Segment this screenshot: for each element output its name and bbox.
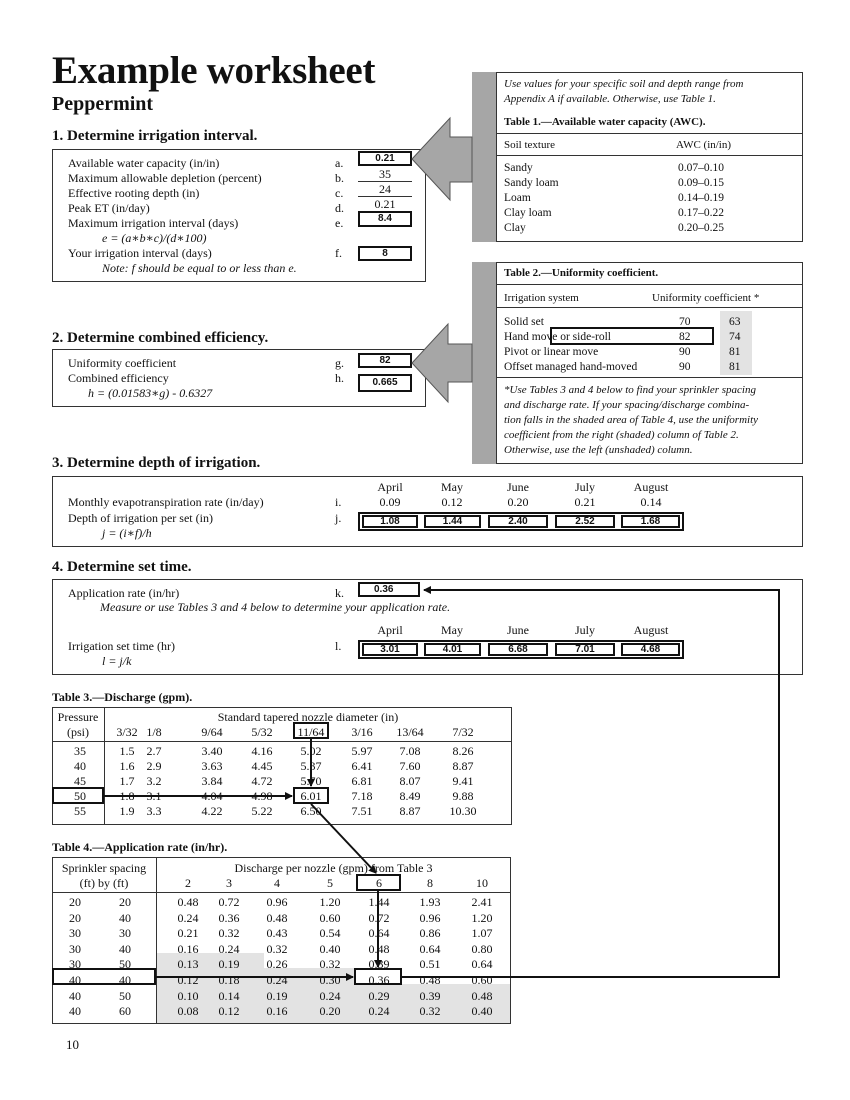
- combined-efficiency-label: Combined efficiency: [68, 371, 169, 385]
- table4-rate-cell: 0.32: [419, 1004, 441, 1019]
- table2-title: Table 2.—Uniformity coefficient.: [504, 267, 659, 279]
- month-july: July: [574, 623, 595, 637]
- table3-discharge-cell: 3.84: [201, 774, 223, 788]
- table4-rate-cell: 0.32: [319, 957, 341, 972]
- table3-pressure-header: Pressure: [57, 710, 99, 724]
- table2-uc-left: 82: [679, 331, 691, 343]
- table2-uc-right: 74: [729, 331, 741, 343]
- value-h: 0.665: [358, 374, 412, 392]
- table1-awc: 0.07–0.10: [678, 162, 724, 174]
- depth-label: Depth of irrigation per set (in): [68, 511, 213, 525]
- table4-col-header: 6: [376, 876, 382, 890]
- table4-rate-cell: 0.18: [218, 973, 240, 987]
- table3-discharge-cell: 4.04: [201, 789, 223, 803]
- table3-discharge-cell: 9.41: [452, 774, 474, 788]
- table2-footnote: tion falls in the shaded area of Table 4, use the uniformity: [504, 414, 759, 426]
- table4-rate-cell: 0.32: [218, 926, 240, 941]
- table2-system: Solid set: [504, 316, 544, 328]
- month-may: May: [441, 623, 463, 637]
- value-a: 0.21: [358, 151, 412, 166]
- table4-rate-cell: 0.20: [319, 1004, 341, 1019]
- table4-col-header: 10: [476, 876, 488, 890]
- table3-discharge-cell: 10.30: [449, 804, 477, 818]
- set-time-value: 3.01: [362, 643, 418, 656]
- table1-col-awc: AWC (in/in): [676, 139, 732, 151]
- formula-j: j = (i∗f)/h: [102, 526, 152, 540]
- table3-discharge-cell: 5.37: [300, 759, 322, 773]
- table3-discharge-cell: 1.7: [119, 774, 135, 788]
- table3-discharge-cell: 6.50: [300, 804, 322, 818]
- table4-rate-cell: 0.16: [177, 941, 199, 956]
- table4-rate-cell: 0.26: [266, 957, 288, 972]
- month-april: April: [377, 623, 403, 637]
- table3-col-header: 13/64: [396, 725, 424, 739]
- letter-j: j.: [335, 511, 342, 525]
- table3-col-header: 9/64: [201, 725, 223, 739]
- table3-discharge-cell: 7.51: [351, 804, 373, 818]
- letter-a: a.: [335, 156, 344, 170]
- month-june: June: [507, 623, 529, 637]
- step1-heading: 1. Determine irrigation interval.: [52, 128, 258, 144]
- table3-discharge-cell: 7.08: [399, 744, 421, 758]
- table3-discharge-cell: 1.9: [119, 804, 135, 818]
- value-g: 82: [358, 353, 412, 368]
- table4-rate-cell: 0.40: [319, 941, 341, 956]
- table4-rate-cell: 0.51: [419, 957, 441, 972]
- table2-uc-right: 81: [729, 361, 741, 373]
- table2-col-uc: Uniformity coefficient *: [652, 292, 760, 304]
- depth-value: 2.52: [555, 515, 615, 528]
- letter-i: i.: [335, 495, 342, 509]
- table4-rate-cell: 0.64: [368, 926, 390, 941]
- table4-spacing-b: 40: [119, 941, 131, 956]
- table1-soil: Sandy loam: [504, 177, 559, 189]
- awc-label: Available water capacity (in/in): [68, 156, 220, 170]
- table3-discharge-cell: 7.60: [399, 759, 421, 773]
- table3-discharge-cell: 8.87: [452, 759, 474, 773]
- et-label: Monthly evapotranspiration rate (in/day): [68, 495, 264, 509]
- table4-rate-cell: 0.40: [471, 1004, 493, 1019]
- table4-rate-cell: 0.21: [177, 926, 199, 941]
- table4-rate-cell: 0.24: [218, 941, 240, 956]
- table4-col-header: 5: [327, 876, 333, 890]
- arrow-rate-to-k: [402, 590, 779, 977]
- table4-rate-cell: 0.39: [419, 988, 441, 1003]
- table3-group-header: Standard tapered nozzle diameter (in): [217, 710, 399, 724]
- table3-discharge-cell: 3.63: [201, 759, 223, 773]
- table4-spacing-a: 30: [69, 957, 81, 972]
- table3-discharge-cell: 8.49: [399, 789, 421, 803]
- letter-l: l.: [335, 639, 342, 653]
- table1-awc: 0.09–0.15: [678, 177, 724, 189]
- formula-l: l = j/k: [102, 654, 132, 668]
- letter-f: f.: [335, 246, 342, 260]
- table4-col-header: 3: [226, 876, 232, 890]
- table4-rate-cell: 0.36: [368, 973, 390, 987]
- table4-rate-cell: 0.86: [419, 926, 441, 941]
- table3-discharge-cell: 5.70: [300, 774, 322, 788]
- table2-system: Hand move or side-roll: [504, 331, 611, 343]
- table4-rate-cell: 0.64: [471, 957, 493, 972]
- table4-spacing-b: 50: [119, 957, 131, 972]
- table2-uc-left: 90: [679, 361, 691, 373]
- set-time-value: 4.68: [621, 643, 680, 656]
- depth-value: 1.08: [362, 515, 418, 528]
- table4-rate-cell: 0.48: [419, 973, 441, 987]
- depletion-label: Maximum allowable depletion (percent): [68, 171, 262, 185]
- table3-discharge-cell: 5.97: [351, 744, 373, 758]
- table3-psi-cell: 40: [74, 759, 86, 773]
- table3-discharge-cell: 4.72: [251, 774, 273, 788]
- letter-c: c.: [335, 186, 344, 200]
- month-june: June: [507, 480, 529, 494]
- letter-b: b.: [335, 171, 344, 185]
- page-title: Example worksheet: [52, 49, 376, 92]
- table1-intro-line2: Appendix A if available. Otherwise, use Table 1.: [504, 93, 716, 105]
- table3-col-header: 5/32: [251, 725, 273, 739]
- table4-spacing-units: (ft) by (ft): [79, 876, 129, 890]
- formula-e: e = (a∗b∗c)/(d∗100): [102, 231, 207, 245]
- table3-discharge-cell: 1.8: [119, 789, 135, 803]
- crop-subtitle: Peppermint: [52, 93, 154, 115]
- table3-discharge-cell: 8.87: [399, 804, 421, 818]
- letter-d: d.: [335, 201, 344, 215]
- application-rate-label: Application rate (in/hr): [68, 586, 180, 600]
- table4-rate-cell: 0.72: [368, 910, 390, 925]
- table4-rate-cell: 0.14: [218, 988, 240, 1003]
- table4-rate-cell: 1.20: [471, 910, 493, 925]
- table4-rate-cell: 0.24: [177, 910, 199, 925]
- table4-group-header: Discharge per nozzle (gpm) from Table 3: [234, 861, 433, 875]
- table4-rate-cell: 0.24: [368, 1004, 390, 1019]
- table4-title: Table 4.—Application rate (in/hr).: [52, 840, 228, 854]
- table4-rate-cell: 0.72: [218, 895, 240, 909]
- month-august: August: [633, 623, 669, 637]
- table3-discharge-cell: 2.7: [146, 744, 162, 758]
- page-number: 10: [66, 1037, 79, 1052]
- table4-spacing-a: 40: [69, 1004, 81, 1019]
- table2-uc-right: 63: [729, 316, 741, 328]
- table1-soil: Clay: [504, 222, 526, 234]
- note-f: Note: f should be equal to or less than e.: [102, 261, 297, 275]
- table1-title: Table 1.—Available water capacity (AWC).: [504, 116, 706, 128]
- table4-rate-cell: 0.48: [266, 910, 288, 925]
- set-time-value: 6.68: [488, 643, 548, 656]
- value-c: 24: [379, 182, 391, 196]
- table4-rate-cell: 1.20: [319, 895, 341, 909]
- table3-discharge-cell: 4.16: [251, 744, 273, 758]
- table3-psi-cell: 55: [74, 804, 86, 818]
- et-value: 0.20: [507, 495, 529, 509]
- table4-col-header: 2: [185, 876, 191, 890]
- table2-uc-left: 90: [679, 346, 691, 358]
- table4-rate-cell: 0.48: [177, 895, 199, 909]
- table3-discharge-cell: 3.2: [146, 774, 162, 788]
- value-f: 8: [358, 246, 412, 261]
- letter-g: g.: [335, 356, 344, 370]
- table3-discharge-cell: 3.3: [146, 804, 162, 818]
- table4-rate-cell: 0.32: [266, 941, 288, 956]
- table4-spacing-a: 40: [69, 973, 81, 987]
- set-time-value: 7.01: [555, 643, 615, 656]
- table1-soil: Clay loam: [504, 207, 552, 219]
- table4-rate-cell: 0.30: [319, 973, 341, 987]
- letter-h: h.: [335, 371, 344, 385]
- table1-soil: Sandy: [504, 162, 533, 174]
- table1-soil: Loam: [504, 192, 531, 204]
- table4-rate-cell: 1.93: [419, 895, 441, 909]
- table3-discharge-cell: 4.45: [251, 759, 273, 773]
- value-b: 35: [379, 167, 391, 181]
- table4-rate-cell: 0.60: [319, 910, 341, 925]
- table3-psi-cell: 50: [74, 789, 86, 803]
- depth-value: 1.68: [621, 515, 680, 528]
- table2-system: Pivot or linear move: [504, 346, 599, 358]
- table3-psi-cell: 45: [74, 774, 86, 788]
- et-value: 0.12: [441, 495, 463, 509]
- table4-rate-cell: 0.19: [218, 957, 240, 972]
- step2-heading: 2. Determine combined efficiency.: [52, 330, 269, 346]
- rooting-label: Effective rooting depth (in): [68, 186, 200, 200]
- table2-footnote: *Use Tables 3 and 4 below to find your sprinkler spacing: [504, 384, 756, 396]
- table4-rate-cell: 0.48: [368, 941, 390, 956]
- table4-rate-cell: 0.43: [266, 926, 288, 941]
- table4-rate-cell: 0.39: [368, 957, 390, 972]
- table3-discharge-cell: 4.98: [251, 789, 273, 803]
- table3-col-header: 11/64: [297, 725, 325, 739]
- table4-rate-cell: 0.13: [177, 957, 199, 972]
- table2-footnote: and discharge rate. If your spacing/discharge combina-: [504, 399, 750, 411]
- table3-discharge-cell: 3.1: [146, 789, 162, 803]
- table3-discharge-cell: 5.02: [300, 744, 322, 758]
- table4-spacing-b: 60: [119, 1004, 131, 1019]
- set-time-label: Irrigation set time (hr): [68, 639, 175, 653]
- table3-discharge-cell: 3.40: [201, 744, 223, 758]
- table3-discharge-cell: 5.22: [251, 804, 273, 818]
- table2-system: Offset managed hand-moved: [504, 361, 638, 373]
- max-interval-label: Maximum irrigation interval (days): [68, 216, 239, 230]
- table2-col-system: Irrigation system: [504, 292, 579, 304]
- table2-footnote: coefficient from the right (shaded) column of Table 2.: [504, 429, 739, 441]
- table3-col-header: 1/8: [146, 725, 162, 739]
- table3-discharge-cell: 1.5: [119, 744, 135, 758]
- table4-spacing-a: 20: [69, 895, 81, 909]
- table4-rate-cell: 0.08: [177, 1004, 199, 1019]
- table4-rate-cell: 1.07: [471, 926, 493, 941]
- month-august: August: [633, 480, 669, 494]
- table4-spacing-header: Sprinkler spacing: [61, 861, 147, 875]
- table4-rate-cell: 2.41: [471, 895, 493, 909]
- table4-rate-cell: 0.60: [471, 973, 493, 987]
- table4-rate-cell: 0.80: [471, 941, 493, 956]
- table3-col-header: 3/16: [351, 725, 373, 739]
- table4-spacing-b: 20: [119, 895, 131, 909]
- uniformity-label: Uniformity coefficient: [68, 356, 177, 370]
- letter-k: k.: [335, 586, 344, 600]
- table2-footnote: Otherwise, use the left (unshaded) column.: [504, 444, 693, 456]
- table4-spacing-b: 40: [119, 910, 131, 925]
- table4-rate-cell: 0.64: [419, 941, 441, 956]
- table4-rate-cell: 0.12: [177, 973, 199, 987]
- table4-rate-cell: 0.24: [319, 988, 341, 1003]
- table4-rate-cell: 0.24: [266, 973, 288, 987]
- value-e: 8.4: [358, 211, 412, 227]
- your-interval-label: Your irrigation interval (days): [68, 246, 212, 260]
- step4-heading: 4. Determine set time.: [52, 559, 192, 575]
- table1-awc: 0.17–0.22: [678, 207, 724, 219]
- table1-intro-line1: Use values for your specific soil and depth range from: [504, 78, 744, 90]
- table4-spacing-b: 50: [119, 988, 131, 1003]
- table4-rate-cell: 0.96: [419, 910, 441, 925]
- table4-col-header: 8: [427, 876, 433, 890]
- peak-et-label: Peak ET (in/day): [68, 201, 150, 215]
- table4-rate-cell: 1.44: [368, 895, 390, 909]
- table3-discharge-cell: 4.22: [201, 804, 223, 818]
- table3-discharge-cell: 1.6: [119, 759, 135, 773]
- table4-spacing-a: 40: [69, 988, 81, 1003]
- table4-col-header: 4: [274, 876, 280, 890]
- letter-e: e.: [335, 216, 344, 230]
- table3-discharge-cell: 9.88: [452, 789, 474, 803]
- depth-value: 2.40: [488, 515, 548, 528]
- table4-rate-cell: 0.54: [319, 926, 341, 941]
- et-value: 0.21: [574, 495, 596, 509]
- value-k: 0.36: [358, 582, 420, 597]
- table4-rate-cell: 0.10: [177, 988, 199, 1003]
- table3-discharge-cell: 2.9: [146, 759, 162, 773]
- value-d: 0.21: [374, 197, 396, 211]
- table2-uc-left: 70: [679, 316, 691, 328]
- table4-spacing-b: 40: [119, 973, 131, 987]
- table4-rate-cell: 0.48: [471, 988, 493, 1003]
- table4-rate-cell: 0.19: [266, 988, 288, 1003]
- table4-spacing-b: 30: [119, 926, 131, 941]
- month-july: July: [574, 480, 595, 494]
- table3-discharge-cell: 6.01: [300, 789, 322, 803]
- table2-uc-right: 81: [729, 346, 741, 358]
- table4-spacing-a: 30: [69, 926, 81, 941]
- table3-discharge-cell: 6.81: [351, 774, 373, 788]
- table1-col-soil: Soil texture: [504, 139, 556, 151]
- step3-heading: 3. Determine depth of irrigation.: [52, 455, 261, 471]
- et-value: 0.14: [640, 495, 662, 509]
- table4-rate-cell: 0.29: [368, 988, 390, 1003]
- table1-awc: 0.14–0.19: [678, 192, 724, 204]
- table4-rate-cell: 0.16: [266, 1004, 288, 1019]
- table3-psi-header: (psi): [67, 725, 89, 739]
- table3-title: Table 3.—Discharge (gpm).: [52, 690, 193, 704]
- set-time-value: 4.01: [424, 643, 481, 656]
- table4-spacing-a: 30: [69, 941, 81, 956]
- arrow-discharge-to-gpm: [311, 804, 376, 873]
- table3-discharge-cell: 6.41: [351, 759, 373, 773]
- table3-discharge-cell: 8.07: [399, 774, 421, 788]
- depth-value: 1.44: [424, 515, 481, 528]
- table3-discharge-cell: 8.26: [452, 744, 474, 758]
- table4-rate-cell: 0.36: [218, 910, 240, 925]
- table4-spacing-a: 20: [69, 910, 81, 925]
- table3-col-header: 7/32: [452, 725, 474, 739]
- table3-col-header: 3/32: [116, 725, 138, 739]
- table1-awc: 0.20–0.25: [678, 222, 724, 234]
- table3-discharge-cell: 7.18: [351, 789, 373, 803]
- formula-h: h = (0.01583∗g) - 0.6327: [88, 386, 213, 400]
- month-april: April: [377, 480, 403, 494]
- rate-note: Measure or use Tables 3 and 4 below to determine your application rate.: [100, 600, 451, 614]
- month-may: May: [441, 480, 463, 494]
- et-value: 0.09: [379, 495, 401, 509]
- table4-rate-cell: 0.12: [218, 1004, 240, 1019]
- table4-rate-cell: 0.96: [266, 895, 288, 909]
- table3-psi-cell: 35: [74, 744, 86, 758]
